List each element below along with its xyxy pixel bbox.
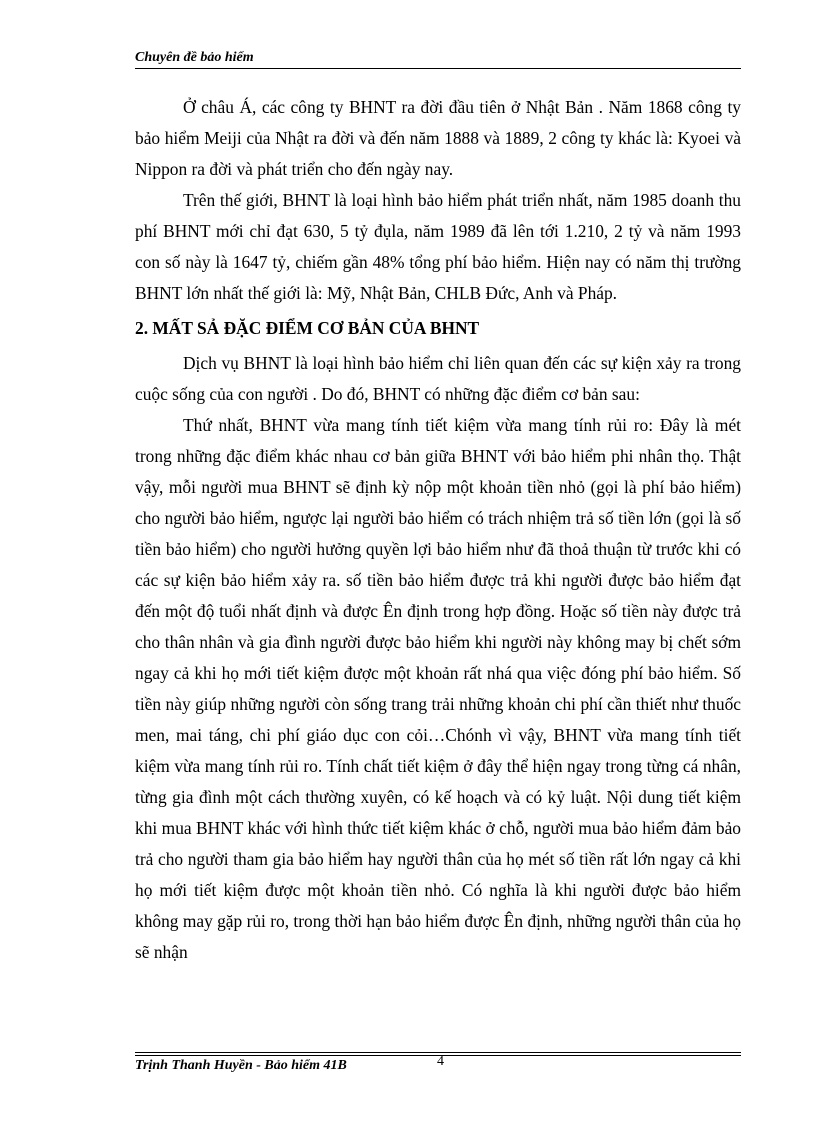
paragraph-world-market: Trên thế giới, BHNT là loại hình bảo hiểm phát triển nhất, năm 1985 doanh thu phí BHNT mới chỉ đạt 630, 5 tỷ đụla, năm 1989 đã lên tới 1.210, 2 tỷ và năm 1993 con số này là 1647 tỷ, chiếm gần 48% tổng phí bảo hiểm. Hiện nay có năm thị trường BHNT lớn nhất thế giới là: Mỹ, Nhật Bản, CHLB Đức, Anh và Pháp. — [135, 190, 741, 303]
footer-author: Trịnh Thanh Huyền - Bảo hiểm 41B — [135, 1058, 347, 1073]
paragraph-intro-characteristics: Dịch vụ BHNT là loại hình bảo hiểm chỉ liên quan đến các sự kiện xảy ra trong cuộc sống của con người . Do đó, BHNT có những đặc điểm cơ bản sau: — [135, 353, 741, 404]
paragraph-asia-history: Ở châu Á, các công ty BHNT ra đời đầu tiên ở Nhật Bản . Năm 1868 công ty bảo hiểm Meiji của Nhật ra đời và đến năm 1888 và 1889, 2 công ty khác là: Kyoei và Nippon ra đời và phát triển cho đến ngày nay. — [135, 97, 741, 179]
footer-rule — [135, 1052, 741, 1053]
header-rule — [135, 68, 741, 69]
document-body — [135, 92, 741, 968]
paragraph-first-characteristic: Thứ nhất, BHNT vừa mang tính tiết kiệm vừa mang tính rủi ro: Đây là mét trong những đặc điểm khác nhau cơ bản giữa BHNT với bảo hiểm phi nhân thọ. Thật vậy, mỗi người mua BHNT sẽ định kỳ nộp một khoản tiền nhỏ (gọi là phí bảo hiểm) cho người bảo hiểm, ngược lại người bảo hiểm có trách nhiệm trả số tiền lớn (gọi là số tiền bảo hiểm) cho người hưởng quyền lợi bảo hiểm như đã thoả thuận từ trước khi có các sự kiện bảo hiểm xảy ra. số tiền bảo hiểm được trả khi người được bảo hiểm đạt đến một độ tuổi nhất định và được Ên định trong hợp đồng. Hoặc số tiền này được trả cho thân nhân và gia đình người được bảo hiểm khi người này không may bị chết sớm ngay cả khi họ mới tiết kiệm được một khoản rất nhá qua việc đóng phí bảo hiểm. Số tiền này giúp những người còn sống trang trải những khoản chi phí cần thiết như thuốc men, mai táng, chi phí giáo dục con cỏi…Chónh vì vậy, BHNT vừa mang tính tiết kiệm vừa mang tính rủi ro. Tính chất tiết kiệm ở đây thể hiện ngay trong từng cá nhân, từng gia đình một cách thường xuyên, có kế hoạch và có kỷ luật. Nội dung tiết kiệm khi mua BHNT khác với hình thức tiết kiệm khác ở chỗ, người mua bảo hiểm đảm bảo trả cho người tham gia bảo hiểm hay người thân của họ mét số tiền rất lớn ngay cả khi họ mới tiết kiệm được một khoản tiền nhỏ. Có nghĩa là khi người được bảo hiểm không may gặp rủi ro, trong thời hạn bảo hiểm được Ên định, những người thân của họ sẽ nhận — [135, 415, 741, 962]
header-title: Chuyên đề bảo hiểm — [135, 50, 254, 65]
section-heading: 2. MẤT SẢ ĐẶC ĐIỂM CƠ BẢN CỦA BHNT — [135, 318, 480, 338]
page-number: 4 — [437, 1054, 444, 1069]
